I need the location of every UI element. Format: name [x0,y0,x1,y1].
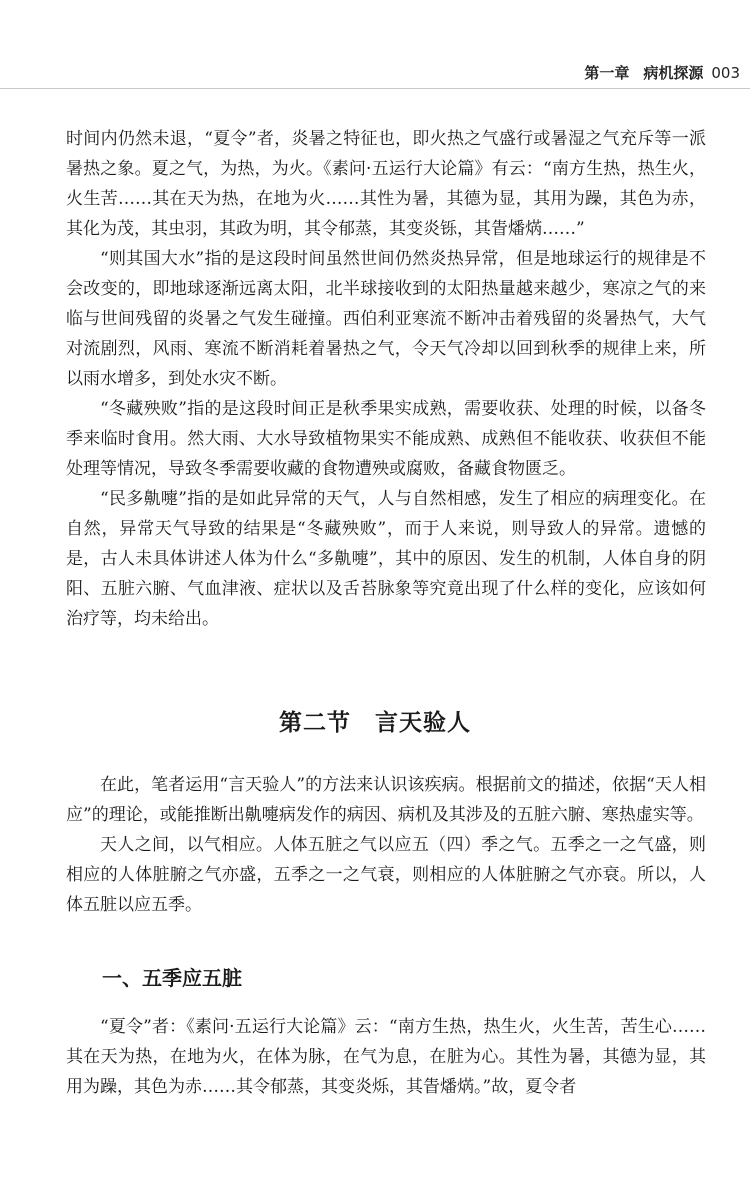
subsection-title: 一、五季应五脏 [102,966,242,990]
chapter-title: 病机探源 [643,64,704,82]
paragraph-continued: 时间内仍然未退，“夏令”者，炎暑之特征也，即火热之气盛行或暑湿之气充斥等一派暑热之象。夏之气，为热，为火。《素问·五运行大论篇》有云：“南方生热，热生火，火生苦……其在天为热，在地为火……其性为暑，其德为显，其用为躁，其色为赤，其化为茂，其虫羽，其政为明，其令郁蒸，其变炎铄，其眚燔焫……” [66,129,706,239]
paragraph-minduo: “民多鼽嚏”指的是如此异常的天气，人与自然相感，发生了相应的病理变化。在自然，异常天气导致的结果是“冬藏殃败”，而于人来说，则导致人的异常。遗憾的是，古人未具体讲述人体为什么“多鼽嚏”，其中的原因、发生的机制，人体自身的阴阳、五脏六腑、气血津液、症状以及舌苔脉象等究竟出现了什么样的变化，应该如何治疗等，均未给出。 [66,489,706,629]
paragraph-dashui: “则其国大水”指的是这段时间虽然世间仍然炎热异常，但是地球运行的规律是不会改变的，即地球逐渐远离太阳，北半球接收到的太阳热量越来越少，寒凉之气的来临与世间残留的炎暑之气发生碰撞。西伯利亚寒流不断冲击着残留的炎暑热气，大气对流剧烈，风雨、寒流不断消耗着暑热之气，令天气冷却以回到秋季的规律上来，所以雨水增多，到处水灾不断。 [66,249,706,389]
subsection-text-block [66,1012,706,1102]
paragraph-dongcang: “冬藏殃败”指的是这段时间正是秋季果实成熟，需要收获、处理的时候，以备冬季来临时食用。然大雨、大水导致植物果实不能成熟、成熟但不能收获、收获但不能处理等情况，导致冬季需要收藏的食物遭殃或腐败，备藏食物匮乏。 [66,399,706,479]
header-divider [0,88,750,89]
subsection-paragraph-xialing: “夏令”者：《素问·五运行大论篇》云：“南方生热，热生火，火生苦，苦生心……其在天为热，在地为火，在体为脉，在气为息，在脏为心。其性为暑，其德为显，其用为躁，其色为赤……其令郁蒸，其变炎烁，其眚燔焫。”故，夏令者 [66,1017,706,1097]
section-paragraph-method: 在此，笔者运用“言天验人”的方法来认识该疾病。根据前文的描述，依据“天人相应”的理论，或能推断出鼽嚏病发作的病因、病机及其涉及的五脏六腑、寒热虚实等。 [66,775,706,825]
page-number: 003 [711,64,740,82]
section-text-block [66,770,706,920]
running-header [584,62,740,83]
section-title: 第二节 言天验人 [279,709,471,736]
chapter-number: 第一章 [584,64,630,82]
intro-text-block [66,124,706,634]
section-paragraph-qi: 天人之间，以气相应。人体五脏之气以应五（四）季之气。五季之一之气盛，则相应的人体脏腑之气亦盛，五季之一之气衰，则相应的人体脏腑之气亦衰。所以，人体五脏以应五季。 [66,835,706,915]
